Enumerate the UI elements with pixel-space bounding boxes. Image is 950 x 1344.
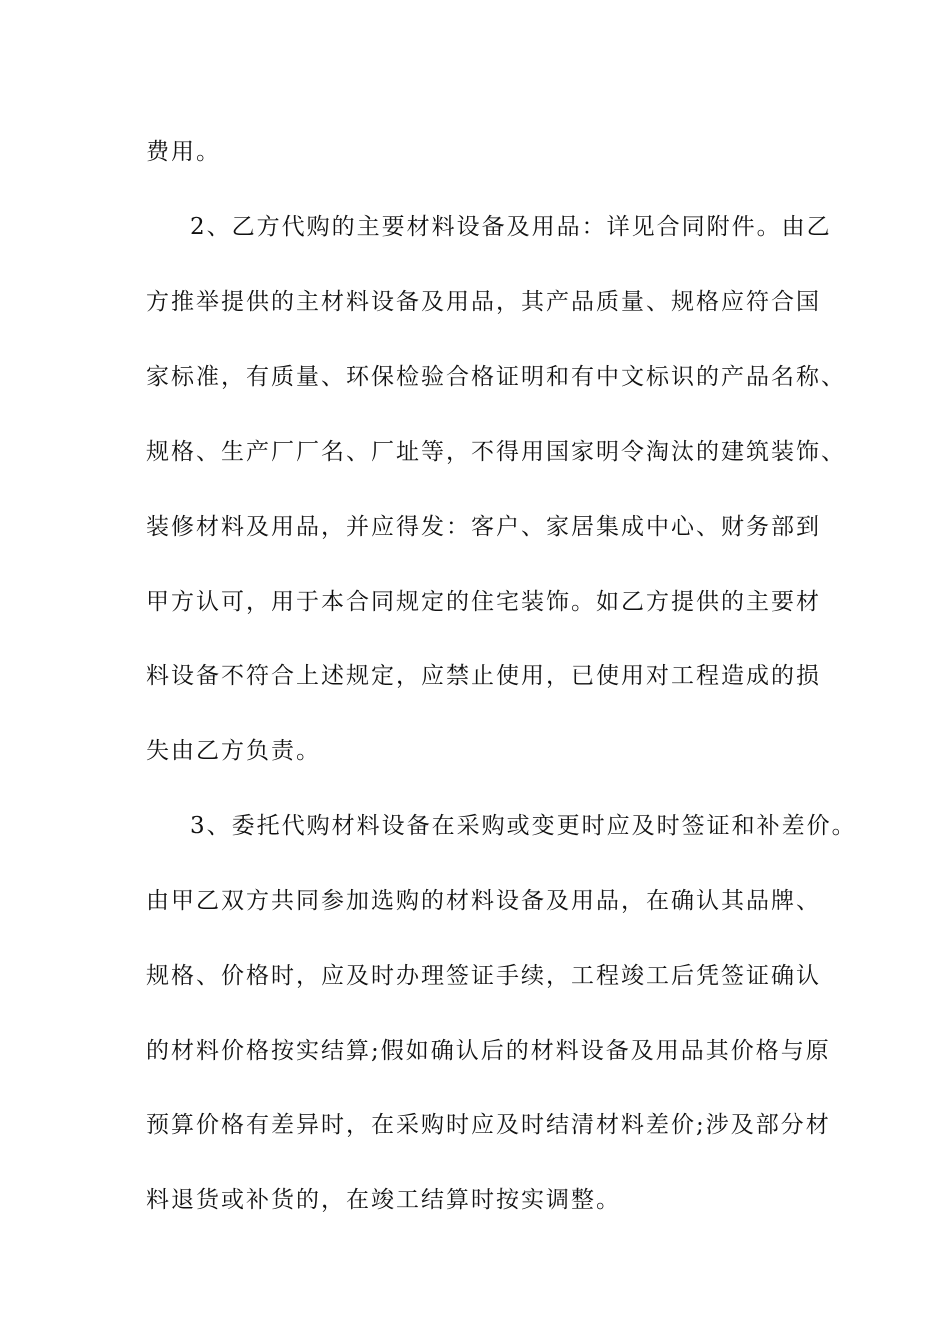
- text-line: 费用。: [146, 139, 221, 165]
- text-line: 装修材料及用品，并应得发：客户、家居集成中心、财务部到: [146, 514, 821, 540]
- text-line: 的材料价格按实结算;假如确认后的材料设备及用品其价格与原: [146, 1038, 831, 1064]
- text-line: 料退货或补货的，在竣工结算时按实调整。: [146, 1187, 621, 1213]
- text-line: 料设备不符合上述规定，应禁止使用，已使用对工程造成的损: [146, 663, 821, 689]
- paragraph-2-start: 2、乙方代购的主要材料设备及用品：详见合同附件。由乙: [190, 214, 832, 240]
- paragraph-3-start: 3、委托代购材料设备在采购或变更时应及时签证和补差价。: [190, 813, 857, 839]
- text-line: 方推举提供的主材料设备及用品，其产品质量、规格应符合国: [146, 289, 821, 315]
- text-line: 家标准，有质量、环保检验合格证明和有中文标识的产品名称、: [146, 364, 846, 390]
- text-line: 失由乙方负责。: [146, 738, 321, 764]
- text-line: 规格、价格时，应及时办理签证手续，工程竣工后凭签证确认: [146, 963, 821, 989]
- text-line: 规格、生产厂厂名、厂址等，不得用国家明令淘汰的建筑装饰、: [146, 439, 846, 465]
- text-line: 预算价格有差异时，在采购时应及时结清材料差价;涉及部分材: [146, 1112, 831, 1138]
- text-line: 甲方认可，用于本合同规定的住宅装饰。如乙方提供的主要材: [146, 589, 821, 615]
- text-line: 由甲乙双方共同参加选购的材料设备及用品，在确认其品牌、: [146, 888, 821, 914]
